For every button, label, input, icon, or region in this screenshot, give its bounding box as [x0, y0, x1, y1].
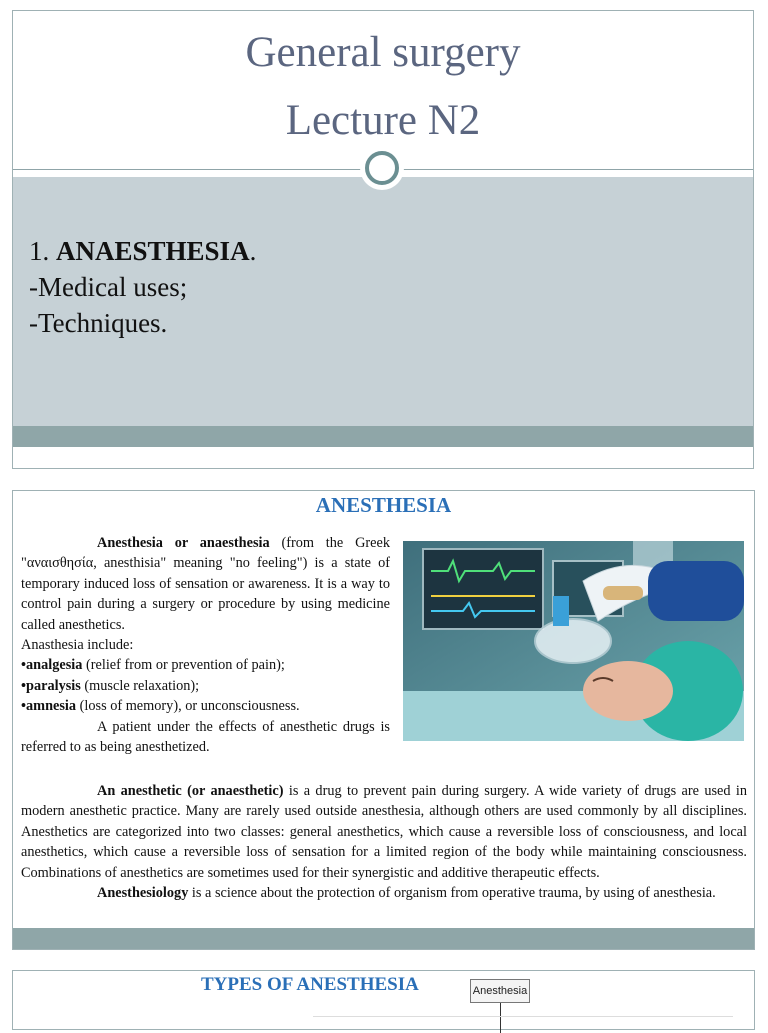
anesthesiology-paragraph [21, 883, 747, 903]
intro-text [21, 533, 390, 757]
term: An anesthetic (or anaesthetic) [97, 783, 284, 799]
bullet-item [21, 655, 390, 675]
title-line-1: General surgery [245, 29, 521, 76]
topic-name: ANAESTHESIA [56, 236, 250, 266]
anesthetic-paragraph [21, 781, 747, 883]
topic-item-1 [29, 233, 256, 269]
slide-heading: TYPES OF ANESTHESIA [201, 974, 419, 995]
bullet-term: •analgesia [21, 657, 83, 674]
definition: is a drug to prevent pain during surgery. A wide variety of drugs are used in modern anesthetic practice. Many are rarely used outside anesthesia, although others are used commonly by all disciplines. Anesthetics are categorized into two classes: general anesthetics, which cause a reversible loss of consciousness, and local anesthetics, which cause a reversible loss of sensation for a limited region of the body while maintaining consciousness. Combinations of anesthetics are sometimes used for their synergistic and additive therapeutic effects. [21, 783, 747, 881]
bullet-desc: (loss of memory), or unconsciousness. [76, 698, 300, 715]
topic-list [29, 233, 256, 341]
diagram-branch-line [313, 1016, 733, 1017]
topic-item-2: -Medical uses; [29, 272, 188, 302]
diagram-connector [500, 1003, 501, 1033]
definition: (from the Greek "αναισθησία, anesthisia" meaning "no feeling") is a state of temporary induced loss of sensation or awareness. It is a way to control pain during a surgery or procedure by using medicine called anesthetics. [21, 535, 390, 633]
slide-heading: ANESTHESIA [315, 493, 452, 517]
bullet-item [21, 696, 390, 716]
slide-types [12, 970, 755, 1030]
topic-number: 1. [29, 236, 56, 266]
footer-bar [13, 928, 754, 949]
full-width-text [21, 781, 747, 903]
term: Anesthesiology [97, 885, 189, 902]
topic-end: . [249, 236, 257, 266]
title-line-2: Lecture N2 [285, 97, 481, 144]
definition-paragraph [21, 533, 390, 635]
bullet-desc: (muscle relaxation); [80, 677, 200, 694]
title-area [13, 11, 753, 171]
content-panel [13, 177, 753, 447]
include-label: Anasthesia include: [21, 637, 134, 654]
circle-ornament-icon [365, 151, 399, 185]
footer-bar [13, 426, 753, 447]
topic-item-3: -Techniques. [29, 308, 168, 338]
anesthetized-paragraph: A patient under the effects of anesthetic drugs is referred to as being anesthetized. [21, 718, 390, 756]
slide-anesthesia [12, 490, 755, 950]
bullet-term: •paralysis [21, 677, 81, 694]
slide-title [12, 10, 754, 469]
term: Anesthesia or anaesthesia [97, 535, 270, 551]
bullet-desc: (relief from or prevention of pain); [82, 657, 285, 674]
diagram-root-node: Anesthesia [470, 979, 530, 1003]
patient-anesthesia-photo [403, 541, 744, 741]
bullet-term: •amnesia [21, 698, 77, 715]
bullet-item [21, 676, 390, 696]
definition: is a science about the protection of organism from operative trauma, by using of anesthesia. [188, 885, 716, 902]
